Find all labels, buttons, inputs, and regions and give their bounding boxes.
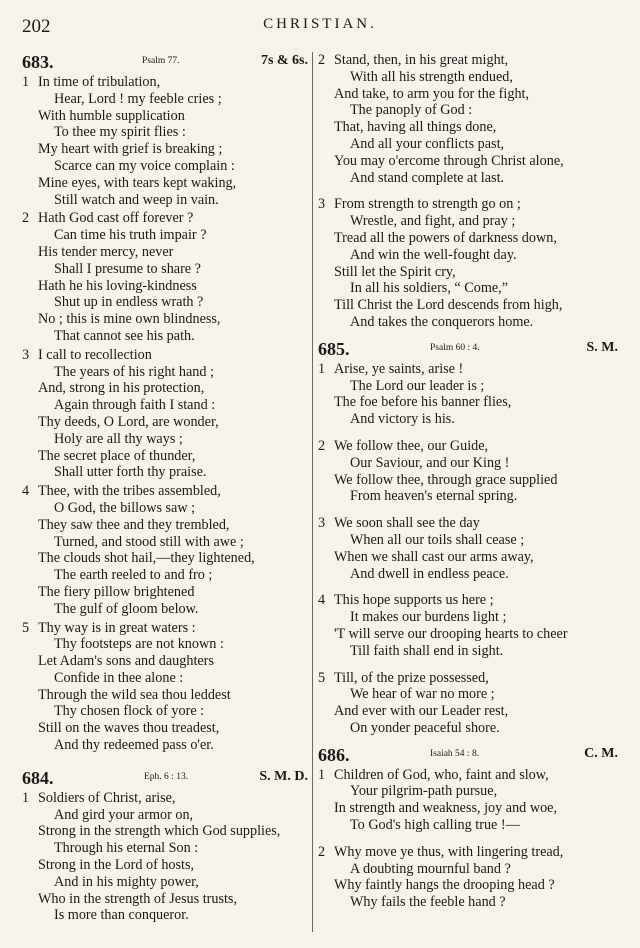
hymn-number: 686. (318, 744, 350, 765)
hymn-line: Thy deeds, O Lord, are wonder, (38, 413, 219, 430)
hymn-line: On yonder peaceful shore. (350, 719, 500, 736)
hymn-line-text: Arise, ye saints, arise ! (334, 360, 464, 377)
stanza (318, 515, 618, 582)
stanza-number: 5 (22, 619, 30, 636)
stanza-number: 4 (318, 592, 326, 609)
hymn-line (22, 74, 308, 91)
hymn-line: And gird your armor on, (54, 806, 194, 823)
hymn-line: The gulf of gloom below. (54, 600, 199, 617)
hymn-line: Through the wild sea thou leddest (38, 686, 231, 703)
hymn-line: And thy redeemed pass o'er. (54, 737, 214, 754)
stanza (318, 592, 618, 659)
hymn-line: The fiery pillow brightened (38, 583, 195, 600)
stanza (22, 347, 308, 481)
stanza (22, 210, 308, 344)
hymn-line: Tread all the powers of darkness down, (334, 229, 557, 246)
hymn-line (318, 844, 618, 861)
hymn-line: It makes our burdens light ; (350, 609, 507, 626)
hymn-line: And take, to arm you for the fight, (334, 85, 530, 102)
hymn-number: 684. (22, 767, 54, 788)
hymn-line: Confide in thee alone : (54, 669, 184, 686)
stanza (318, 844, 618, 911)
stanza-number: 5 (318, 669, 326, 686)
hymn-line-text: Hath God cast off forever ? (38, 210, 194, 227)
hymn-line: Still watch and weep in vain. (54, 191, 219, 208)
hymn-header (318, 745, 618, 767)
hymn-line: Holy are all thy ways ; (54, 430, 183, 447)
hymn-line (22, 347, 308, 364)
hymn-meter: S. M. (586, 339, 618, 355)
hymn-line: In strength and weakness, joy and woe, (334, 800, 558, 817)
hymn-line: To thee my spirit flies : (54, 124, 186, 141)
hymn-line-text: Till, of the prize possessed, (334, 669, 489, 686)
hymn-line (318, 767, 618, 784)
hymn (318, 745, 618, 911)
hymn-line: And stand complete at last. (350, 169, 505, 186)
hymn-line: Thy chosen flock of yore : (54, 703, 205, 720)
hymn-line-text: Stand, then, in his great might, (334, 52, 509, 68)
hymn-line: Shall I presume to share ? (54, 260, 201, 277)
stanza (22, 483, 308, 617)
hymn-header (22, 768, 308, 790)
hymn (318, 339, 618, 737)
hymn-line-text: Thee, with the tribes assembled, (38, 483, 221, 500)
hymn-line: The panoply of God : (350, 102, 473, 119)
hymn-line: O God, the billows saw ; (54, 499, 196, 516)
stanza-number: 1 (22, 74, 30, 90)
hymn-line: Can time his truth impair ? (54, 227, 207, 244)
stanza (318, 767, 618, 834)
hymn-line-text: In time of tribulation, (38, 74, 161, 90)
column-rule (312, 52, 313, 932)
stanza-number: 2 (318, 437, 326, 454)
hymn (22, 52, 308, 754)
hymn-line: Mine eyes, with tears kept waking, (38, 174, 237, 191)
hymn-line: Wrestle, and fight, and pray ; (350, 213, 516, 230)
stanza (318, 196, 618, 330)
hymn-line: His tender mercy, never (38, 243, 174, 260)
stanza-number: 3 (318, 515, 326, 532)
hymn-line: No ; this is mine own blindness, (38, 311, 221, 328)
hymn-meter: C. M. (584, 745, 618, 761)
hymn-line: Shut up in endless wrath ? (54, 294, 204, 311)
hymn-line (22, 790, 308, 807)
stanza (318, 670, 618, 737)
hymn-line: Till Christ the Lord descends from high, (334, 297, 563, 314)
hymn-line-text: We soon shall see the day (334, 515, 480, 532)
hymn-line-text: From strength to strength go on ; (334, 196, 521, 213)
hymn-scripture-reference: Eph. 6 : 13. (144, 771, 189, 782)
left-column (22, 52, 308, 924)
hymn-line: And in his mighty power, (54, 873, 199, 890)
stanza-number: 2 (22, 210, 30, 227)
hymn-line: 'T will serve our drooping hearts to cheer (334, 625, 568, 642)
hymn-line: They saw thee and they trembled, (38, 516, 230, 533)
hymn (318, 52, 618, 331)
hymn-scripture-reference: Psalm 60 : 4. (430, 342, 480, 353)
hymn-line: Strong in the strength which God supplies, (38, 823, 281, 840)
stanza-number: 1 (318, 360, 326, 377)
hymn-line: Hear, Lord ! my feeble cries ; (54, 90, 222, 107)
hymn-line: Let Adam's sons and daughters (38, 653, 214, 670)
hymn-line: And takes the conquerors home. (350, 313, 534, 330)
hymn-line: And win the well-fought day. (350, 246, 517, 263)
hymn-line: And, strong in his protection, (38, 380, 205, 397)
hymn-line: You may o'ercome through Christ alone, (334, 152, 564, 169)
hymn-scripture-reference: Isaiah 54 : 8. (430, 748, 480, 759)
hymn-line: And ever with our Leader rest, (334, 703, 509, 720)
hymn-line: Who in the strength of Jesus trusts, (38, 890, 237, 907)
hymn-line: Turned, and stood still with awe ; (54, 533, 244, 550)
hymn-line: We follow thee, through grace supplied (334, 471, 558, 488)
hymn-line: We hear of war no more ; (350, 686, 495, 703)
hymn-line: With all his strength endued, (350, 68, 513, 85)
hymn-line: The foe before his banner flies, (334, 394, 512, 411)
hymn-line (318, 361, 618, 378)
hymn-line: When all our toils shall cease ; (350, 531, 525, 548)
stanza (22, 74, 308, 208)
hymn-line: Again through faith I stand : (54, 397, 216, 414)
hymn-line: Your pilgrim-path pursue, (350, 783, 498, 800)
running-head: CHRISTIAN. (263, 16, 377, 32)
hymn-line (318, 438, 618, 455)
hymn-line: Our Saviour, and our King ! (350, 454, 510, 471)
hymn-line (318, 52, 618, 69)
hymn-scripture-reference: Psalm 77. (142, 56, 180, 66)
hymn-line-text: Why move ye thus, with lingering tread, (334, 843, 564, 860)
hymn-line: Shall utter forth thy praise. (54, 464, 207, 481)
hymn-line: Scarce can my voice complain : (54, 157, 235, 174)
hymn-line: The Lord our leader is ; (350, 377, 485, 394)
hymn-header (318, 339, 618, 361)
hymn-line-text: Thy way is in great waters : (38, 619, 196, 636)
hymn-line: Why fails the feeble hand ? (350, 894, 506, 911)
stanza (318, 52, 618, 186)
hymn-line (318, 196, 618, 213)
hymn-line: The earth reeled to and fro ; (54, 567, 213, 584)
hymn-line: Still let the Spirit cry, (334, 263, 456, 280)
hymn (22, 768, 308, 924)
hymn-line (318, 670, 618, 687)
hymn-line: When we shall cast our arms away, (334, 548, 534, 565)
stanza-number: 1 (318, 766, 326, 783)
hymn-line: Thy footsteps are not known : (54, 636, 224, 653)
hymn-line: And dwell in endless peace. (350, 565, 509, 582)
hymn-line (22, 620, 308, 637)
hymn-line: Till faith shall end in sight. (350, 642, 504, 659)
hymn-line: With humble supplication (38, 107, 185, 124)
hymn-line-text: We follow thee, our Guide, (334, 437, 489, 454)
stanza (318, 361, 618, 428)
hymn-line: That cannot see his path. (54, 327, 195, 344)
hymn-line-text: This hope supports us here ; (334, 592, 494, 609)
hymn-line: The years of his right hand ; (54, 363, 214, 380)
stanza (22, 790, 308, 924)
hymn-line-text: Soldiers of Christ, arise, (38, 789, 176, 806)
hymn-line: A doubting mournful band ? (350, 860, 511, 877)
hymn-line: And victory is his. (350, 411, 455, 428)
hymn-line (22, 483, 308, 500)
stanza-number: 3 (22, 346, 30, 363)
hymn-line (318, 592, 618, 609)
hymn-number: 683. (22, 52, 54, 72)
hymn-line: Strong in the Lord of hosts, (38, 857, 195, 874)
hymn-line: The secret place of thunder, (38, 447, 196, 464)
stanza (22, 620, 308, 754)
stanza-number: 3 (318, 196, 326, 213)
hymn-meter: S. M. D. (259, 768, 308, 784)
hymn-line: From heaven's eternal spring. (350, 488, 518, 505)
hymn-line: Hath he his loving-kindness (38, 277, 197, 294)
hymn-line: Through his eternal Son : (54, 840, 199, 857)
right-column (318, 52, 618, 911)
page-number: 202 (22, 16, 51, 37)
hymn-line: Still on the waves thou treadest, (38, 720, 220, 737)
hymn-line: And all your conflicts past, (350, 135, 505, 152)
hymn-line-text: Children of God, who, faint and slow, (334, 766, 549, 783)
hymn-line: To God's high calling true !— (350, 817, 520, 834)
hymn-line (318, 515, 618, 532)
stanza-number: 2 (318, 52, 326, 68)
hymn-line: Why faintly hangs the drooping head ? (334, 877, 555, 894)
stanza-number: 4 (22, 483, 30, 500)
stanza-number: 1 (22, 789, 30, 806)
stanza (318, 438, 618, 505)
hymn-line (22, 210, 308, 227)
hymn-line-text: I call to recollection (38, 346, 152, 363)
hymn-header (22, 52, 308, 74)
hymn-meter: 7s & 6s. (260, 53, 308, 68)
stanza-number: 2 (318, 843, 326, 860)
hymn-line: In all his soldiers, “ Come,” (350, 280, 509, 297)
hymn-number: 685. (318, 338, 350, 359)
hymn-line: My heart with grief is breaking ; (38, 141, 223, 158)
hymn-line: The clouds shot hail,—they lightened, (38, 550, 255, 567)
hymn-line: Is more than conqueror. (54, 907, 189, 924)
hymn-line: That, having all things done, (334, 119, 497, 136)
